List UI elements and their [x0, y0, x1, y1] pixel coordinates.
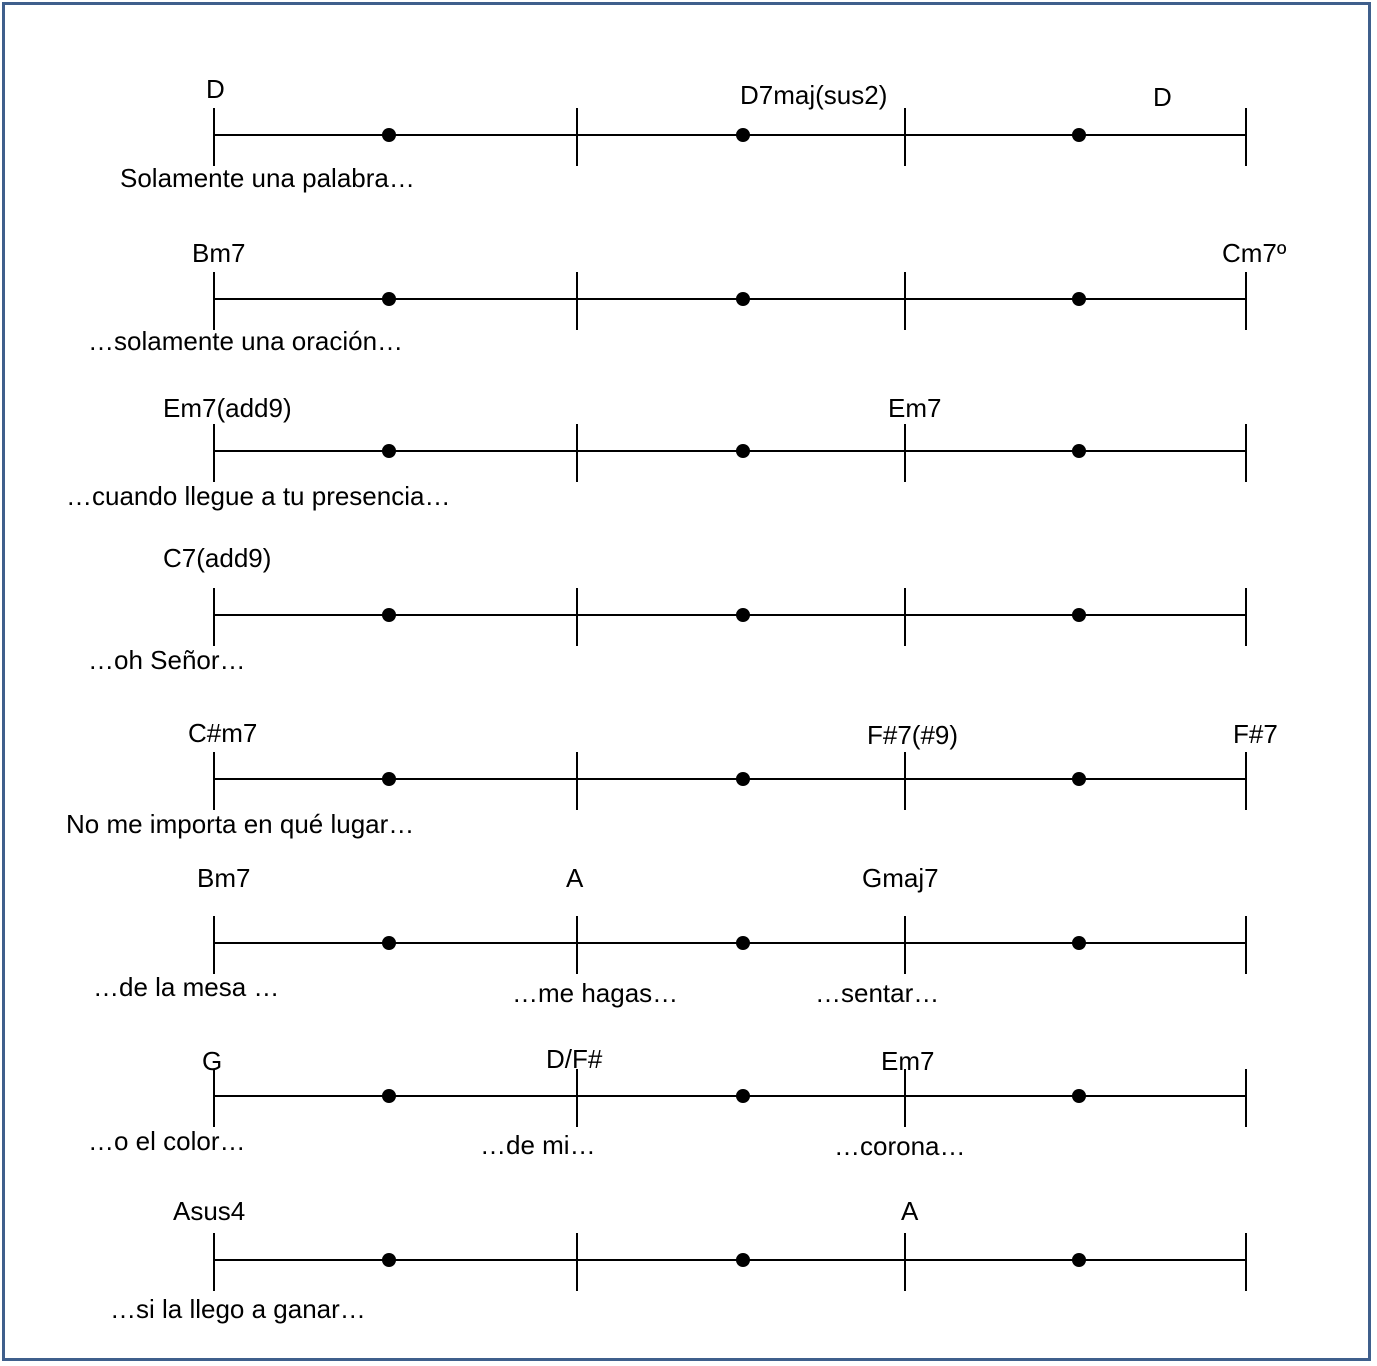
beat-dot — [382, 1253, 396, 1267]
rhythm-staff — [214, 588, 1246, 646]
beat-dot — [382, 608, 396, 622]
lyric-line: …oh Señor… — [88, 645, 246, 675]
beat-dot — [1072, 1253, 1086, 1267]
lyric-line: …de la mesa … — [93, 972, 280, 1002]
chord-label: F#7(#9) — [867, 720, 959, 750]
beat-dot — [1072, 1089, 1086, 1103]
chord-label: G — [202, 1046, 223, 1076]
lyric-line: …de mi… — [480, 1130, 596, 1160]
beat-dot — [1072, 936, 1086, 950]
chord-label: Em7(add9) — [163, 393, 292, 423]
rhythm-staff — [214, 1233, 1246, 1291]
rhythm-staff — [214, 108, 1246, 166]
lyric-line: …sentar… — [815, 978, 940, 1008]
chord-label: Gmaj7 — [862, 863, 939, 893]
chord-label: Bm7 — [192, 238, 246, 268]
rhythm-staff — [214, 916, 1246, 974]
chord-label: D/F# — [546, 1044, 603, 1074]
beat-dot — [1072, 128, 1086, 142]
lyric-line: …solamente una oración… — [88, 326, 404, 356]
beat-dot — [736, 772, 750, 786]
beat-dot — [736, 936, 750, 950]
rhythm-staff — [214, 424, 1246, 482]
beat-dot — [382, 936, 396, 950]
chord-label: C7(add9) — [163, 543, 272, 573]
lyric-line: Solamente una palabra… — [120, 163, 415, 193]
lyric-line: …corona… — [834, 1131, 966, 1161]
chord-label: A — [901, 1196, 919, 1226]
chord-label: Cm7º — [1222, 238, 1287, 268]
rhythm-staff — [214, 752, 1246, 810]
beat-dot — [736, 608, 750, 622]
beat-dot — [1072, 772, 1086, 786]
chord-label: F#7 — [1233, 719, 1278, 749]
lyric-line: …o el color… — [88, 1126, 246, 1156]
lyric-line: No me importa en qué lugar… — [66, 809, 415, 839]
beat-dot — [1072, 444, 1086, 458]
chord-label: A — [566, 863, 584, 893]
beat-dot — [736, 1253, 750, 1267]
chord-label: D — [1153, 82, 1172, 112]
lyric-line: …cuando llegue a tu presencia… — [66, 481, 451, 511]
chord-label: D — [206, 74, 225, 104]
chord-label: D7maj(sus2) — [740, 80, 888, 110]
beat-dot — [736, 1089, 750, 1103]
chord-label: C#m7 — [188, 718, 258, 748]
beat-dot — [382, 128, 396, 142]
chord-label: Em7 — [881, 1046, 935, 1076]
beat-dot — [382, 292, 396, 306]
beat-dot — [736, 292, 750, 306]
beat-dot — [736, 128, 750, 142]
rhythm-staff — [214, 1069, 1246, 1127]
rhythm-staff — [214, 272, 1246, 330]
beat-dot — [1072, 292, 1086, 306]
beat-dot — [1072, 608, 1086, 622]
beat-dot — [382, 772, 396, 786]
lyric-line: …si la llego a ganar… — [110, 1294, 366, 1324]
lyric-line: …me hagas… — [512, 978, 679, 1008]
chord-label: Asus4 — [173, 1196, 246, 1226]
chord-label: Em7 — [888, 393, 942, 423]
beat-dot — [736, 444, 750, 458]
beat-dot — [382, 444, 396, 458]
beat-dot — [382, 1089, 396, 1103]
chord-label: Bm7 — [197, 863, 251, 893]
